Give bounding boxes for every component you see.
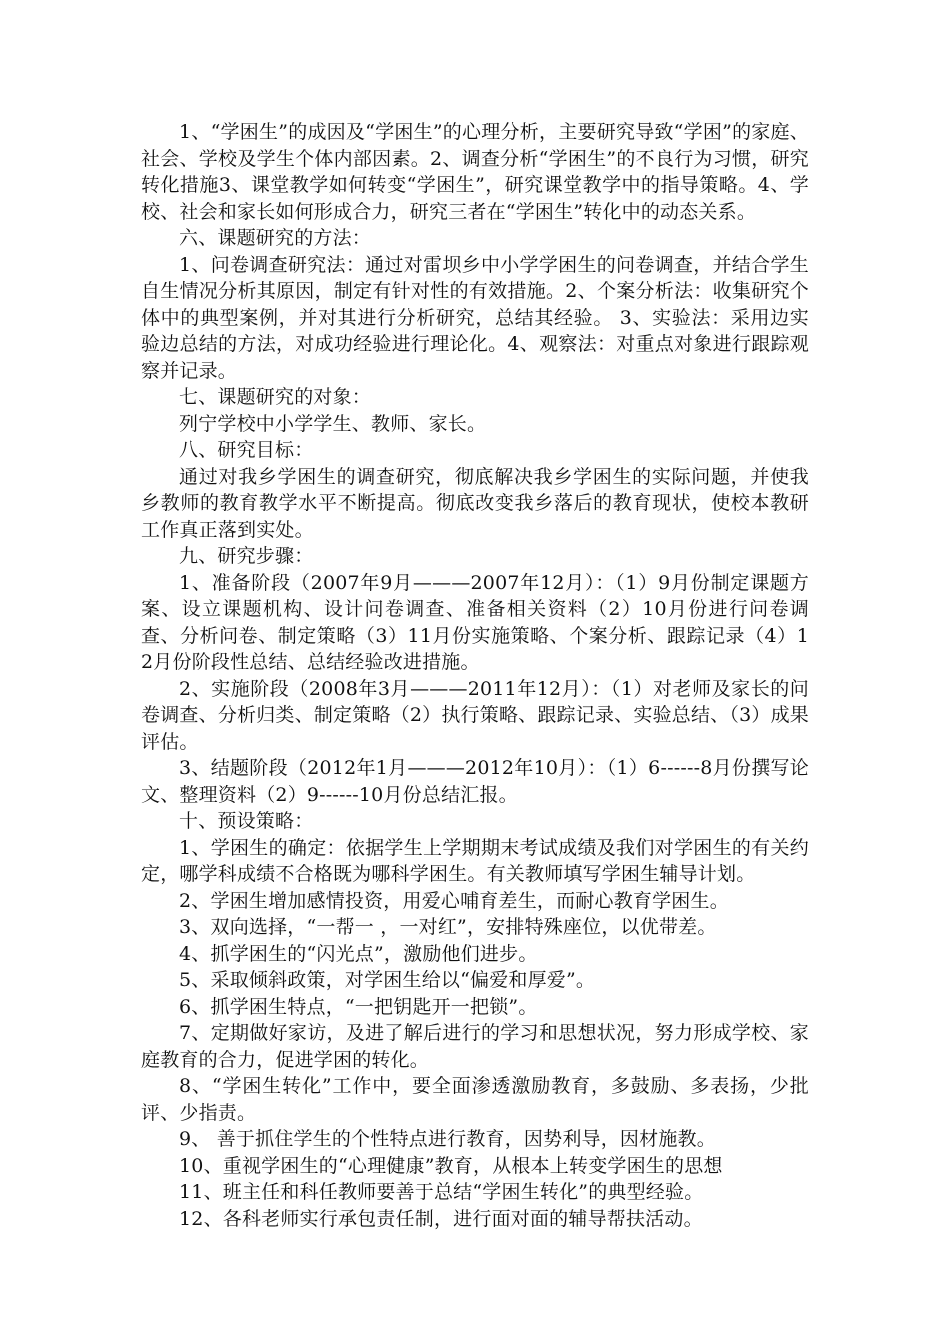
- strategy-item-5: 5、采取倾斜政策，对学困生给以“偏爱和厚爱”。: [179, 969, 596, 991]
- strategy-item-10: 10、重视学困生的“心理健康”教育，从根本上转变学困生的思想: [179, 1154, 723, 1177]
- paragraph-research-goals: 通过对我乡学困生的调查研究，彻底解决我乡学困生的实际问题，并使我乡教师的教育教学水平不断提高。彻底改变我乡落后的教育现状，使校本教研工作真正落到实处。: [141, 465, 809, 541]
- strategy-item-3: 3、双向选择，“一帮一 ，一对红”，安排特殊座位，以优带差。: [179, 916, 717, 938]
- strategy-item-2: 2、学困生增加感情投资，用爱心哺育差生，而耐心教育学困生。: [179, 889, 729, 912]
- paragraph-step-implementation: 2、实施阶段（2008年3月———2011年12月）：（1）对老师及家长的问卷调查、分析归类、制定策略（2）执行策略、跟踪记录、实验总结、（3）成果评估。: [141, 677, 809, 753]
- strategy-item-4: 4、抓学困生的“闪光点”，激励他们进步。: [179, 942, 538, 965]
- paragraph-research-methods: 1、问卷调查研究法：通过对雷坝乡中小学学困生的问卷调查，并结合学生自生情况分析其原因，制定有针对性的有效措施。2、个案分析法：收集研究个体中的典型案例，并对其进行分析研究，总结其经验。 3、实验法：采用边实验边总结的方法，对成功经验进行理论化。4、观察法：对重点对象进行跟踪观察并记录。: [141, 253, 809, 382]
- document-body: [141, 119, 809, 1232]
- heading-research-methods: 六、课题研究的方法：: [179, 227, 372, 249]
- strategy-item-8: 8、“学困生转化”工作中，要全面渗透激励教育，多鼓励、多表扬，少批评、少指责。: [141, 1075, 809, 1124]
- strategy-item-1: 1、学困生的确定：依据学生上学期期末考试成绩及我们对学困生的有关约定，哪学科成绩不合格既为哪科学困生。有关教师填写学困生辅导计划。: [141, 836, 809, 885]
- paragraph-step-preparation: 1、准备阶段（2007年9月———2007年12月）：（1）9月份制定课题方案、设立课题机构、设计问卷调查、准备相关资料（2）10月份进行问卷调查、分析问卷、制定策略（3）11月份实施策略、个案分析、跟踪记录（4）12月份阶段性总结、总结经验改进措施。: [141, 571, 809, 673]
- strategy-item-11: 11、班主任和科任教师要善于总结“学困生转化”的典型经验。: [179, 1181, 704, 1203]
- paragraph-research-subjects: 列宁学校中小学学生、教师、家长。: [179, 412, 487, 435]
- strategy-item-7: 7、定期做好家访，及进了解后进行的学习和思想状况，努力形成学校、家庭教育的合力，促进学困的转化。: [141, 1022, 809, 1071]
- heading-research-goals: 八、研究目标：: [179, 439, 314, 461]
- strategy-item-9: 9、 善于抓住学生的个性特点进行教育，因势利导，因材施教。: [179, 1128, 716, 1150]
- paragraph-step-conclusion: 3、结题阶段（2012年1月———2012年10月）：（1）6------8月份撰写论文、整理资料（2）9------10月份总结汇报。: [141, 757, 809, 806]
- strategy-item-12: 12、各科老师实行承包责任制，进行面对面的辅导帮扶活动。: [179, 1207, 703, 1230]
- heading-strategies: 十、预设策略：: [179, 810, 314, 832]
- paragraph-research-content: 1、“学困生”的成因及“学困生”的心理分析，主要研究导致“学困”的家庭、社会、学校及学生个体内部因素。2、调查分析“学困生”的不良行为习惯，研究转化措施3、课堂教学如何转变“学困生”，研究课堂教学中的指导策略。4、学校、社会和家长如何形成合力，研究三者在“学困生”转化中的动态关系。: [141, 121, 809, 223]
- heading-research-steps: 九、研究步骤：: [179, 545, 314, 567]
- heading-research-subjects: 七、课题研究的对象：: [179, 386, 372, 408]
- strategy-item-6: 6、抓学困生特点，“一把钥匙开一把锁”。: [179, 995, 538, 1018]
